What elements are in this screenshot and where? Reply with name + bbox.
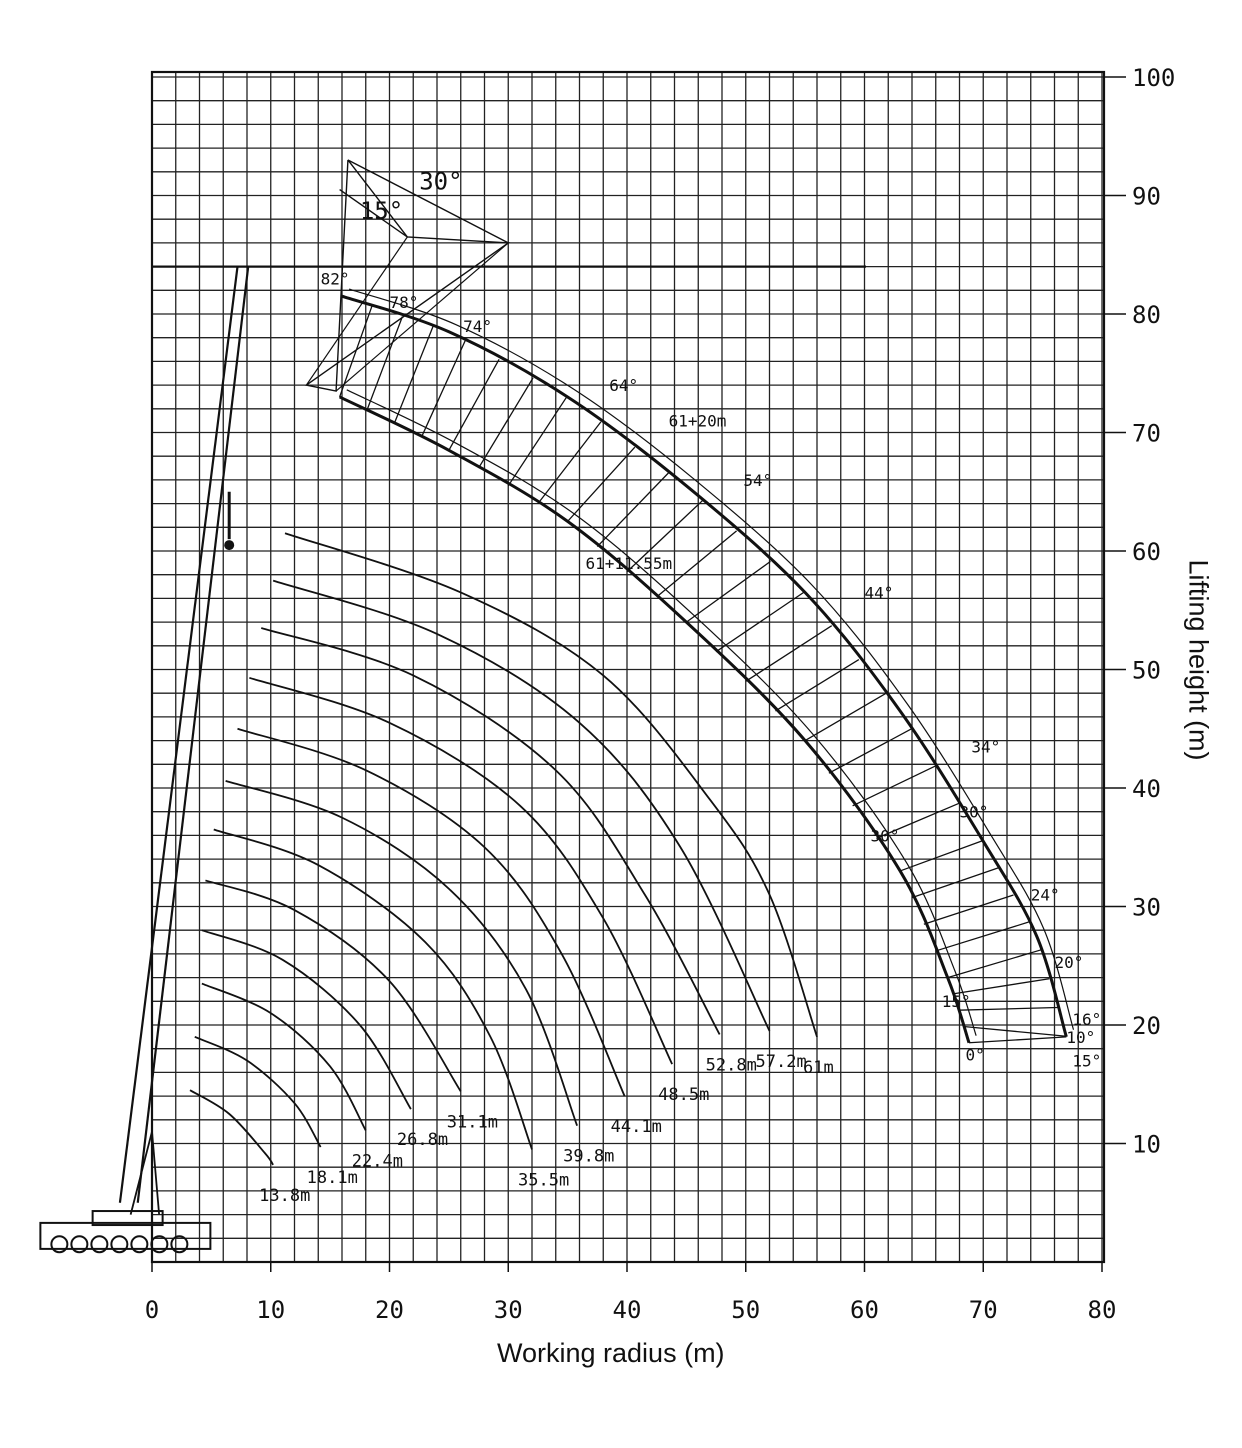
curve-label: 35.5m <box>518 1170 570 1191</box>
curve-label: 44.1m <box>610 1117 662 1138</box>
curve-labels <box>259 168 1101 1206</box>
angle-label: 78° <box>389 293 419 313</box>
x-tick-label: 30 <box>493 1296 523 1324</box>
boom-curve-31-1m <box>205 880 460 1091</box>
x-tick-label: 60 <box>850 1296 879 1324</box>
jib-hatch-line <box>958 1007 1057 1010</box>
y-tick-label: 30 <box>1132 893 1161 922</box>
angle-label: 15° <box>941 992 971 1012</box>
angle-label: 10° <box>1066 1027 1096 1047</box>
angle-label: 54° <box>743 470 773 490</box>
y-tick-label: 100 <box>1132 64 1176 92</box>
angle-label: 16° <box>1072 1010 1102 1029</box>
jib-hatch-line <box>964 1026 1067 1036</box>
curve-label: 39.8m <box>563 1146 615 1167</box>
jib-envelope-shadow <box>349 289 1073 1030</box>
y-tick-label: 20 <box>1132 1012 1161 1040</box>
boom-curve-18-1m <box>195 1037 321 1147</box>
jib-hatch-line <box>568 447 635 521</box>
jib-hatch-line <box>422 341 466 437</box>
y-tick-label: 80 <box>1132 301 1161 329</box>
curve-label: 52.8m <box>705 1055 757 1076</box>
angle-label: 34° <box>971 737 1001 757</box>
angle-label: 24° <box>1030 885 1060 905</box>
jib-envelope-shadow <box>347 390 976 1036</box>
curve-label: 13.8m <box>259 1185 311 1206</box>
y-tick-label: 90 <box>1132 182 1161 211</box>
angle-label: 74° <box>463 316 493 336</box>
angle-label: 0° <box>965 1045 985 1065</box>
boom-right-edge <box>138 267 248 1203</box>
jib-curves <box>306 160 1073 1043</box>
x-tick-label: 40 <box>612 1296 642 1324</box>
boom-curve-13-8m <box>190 1090 273 1165</box>
boom-strut <box>131 1132 152 1215</box>
y-tick-label: 50 <box>1132 656 1161 685</box>
jib-hatch-line <box>508 397 567 486</box>
x-tick-label: 20 <box>375 1296 404 1324</box>
curve-label: 48.5m <box>658 1085 710 1106</box>
x-axis-title: Working radius (m) <box>497 1338 725 1368</box>
angle-label: 44° <box>864 583 894 603</box>
envelope-label: 61+11.55m <box>585 553 673 573</box>
x-tick-label: 0 <box>144 1296 160 1324</box>
angle-label: 30° <box>959 802 989 822</box>
y-tick-label: 10 <box>1132 1130 1161 1159</box>
curve-label: 31.1m <box>446 1112 498 1133</box>
boom-curve-26-8m <box>202 930 411 1109</box>
offset-angle-label: 15° <box>359 197 404 226</box>
curve-label: 18.1m <box>306 1168 358 1189</box>
jib-envelope-1 <box>340 397 969 1043</box>
y-tick-label: 40 <box>1132 775 1161 803</box>
grid-lines <box>152 72 1104 1262</box>
jib-hatch-line <box>449 359 499 450</box>
y-axis-title: Lifting height (m) <box>1183 559 1214 761</box>
jib-envelope-2 <box>342 296 1066 1037</box>
curve-label: 26.8m <box>396 1130 449 1151</box>
hook <box>224 540 234 550</box>
jib-hatch-line <box>479 378 533 468</box>
curve-label: 22.4m <box>351 1151 403 1172</box>
x-tick-label: 70 <box>968 1296 998 1324</box>
jib-hatch-line <box>924 895 1014 924</box>
x-tick-label: 10 <box>256 1296 286 1324</box>
jib-hatch-line <box>686 561 770 622</box>
boom-left-edge <box>120 267 238 1203</box>
angle-label: 20° <box>1054 953 1084 973</box>
angle-label: 64° <box>609 376 639 396</box>
crane-carrier <box>40 1223 210 1249</box>
y-tick-label: 60 <box>1132 538 1161 566</box>
curve-label: 61m <box>803 1057 834 1078</box>
curve-label: 57.2m <box>755 1051 807 1072</box>
x-tick-label: 80 <box>1087 1296 1117 1324</box>
jib-hatch-line <box>597 473 668 547</box>
angle-label: 15° <box>1072 1051 1102 1071</box>
angle-label: 82° <box>320 269 350 289</box>
jib-hatch-line <box>936 922 1029 951</box>
angle-label: 30° <box>870 826 900 846</box>
x-tick-label: 50 <box>731 1296 761 1324</box>
offset-angle-label: 30° <box>419 167 463 196</box>
jib-hatch-line <box>746 626 832 682</box>
jib-hatch-line <box>538 422 601 504</box>
envelope-label: 61+20m <box>668 411 727 431</box>
y-tick-label: 70 <box>1132 419 1161 448</box>
